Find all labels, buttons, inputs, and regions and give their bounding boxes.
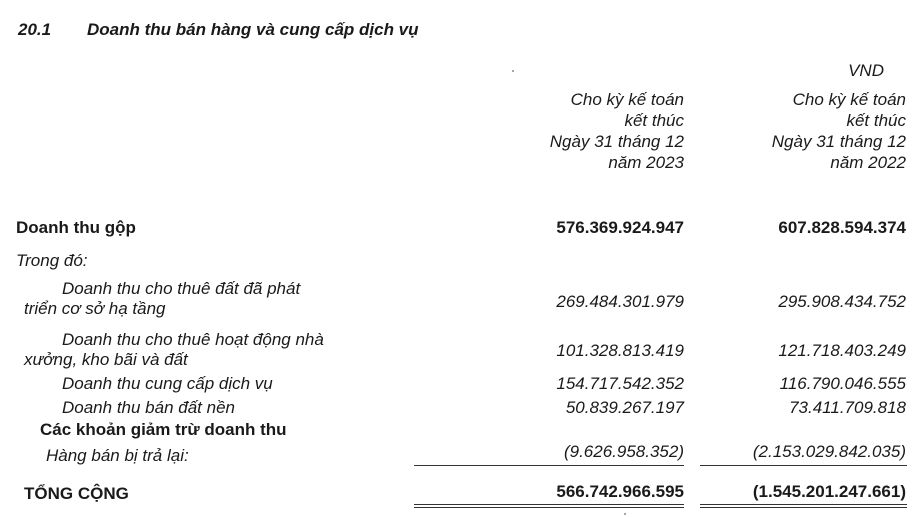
- row-land-lease-2023: 269.484.301.979: [556, 292, 684, 311]
- row-total-2023: 566.742.966.595: [556, 482, 684, 501]
- scan-speck: [512, 70, 514, 72]
- column-header-2023-line3: Ngày 31 tháng 12: [549, 132, 684, 151]
- column-header-2022-line1: Cho kỳ kế toán: [792, 90, 906, 109]
- row-land-lease-label-2: triển cơ sở hạ tầng: [24, 299, 166, 318]
- section-number: 20.1: [18, 20, 52, 39]
- column-header-2022-line2: kết thúc: [846, 111, 906, 130]
- row-of-which-label: Trong đó:: [16, 251, 88, 270]
- row-factory-lease-2023: 101.328.813.419: [556, 341, 684, 360]
- row-total-label: TỔNG CỘNG: [24, 484, 129, 503]
- subtotal-rule-2022: [700, 465, 907, 466]
- row-land-lease-label-1: Doanh thu cho thuê đất đã phát: [62, 279, 301, 298]
- total-double-rule-2022-bottom: [700, 507, 907, 508]
- column-header-2023: [550, 89, 684, 173]
- column-header-2022-line3: Ngày 31 tháng 12: [771, 132, 906, 151]
- subtotal-rule-2023: [414, 465, 684, 466]
- column-header-2022: [772, 89, 906, 173]
- row-factory-lease-label-1: Doanh thu cho thuê hoạt động nhà: [62, 330, 324, 349]
- row-gross-2023: 576.369.924.947: [556, 218, 684, 237]
- row-returns-label: Hàng bán bị trả lại:: [46, 446, 189, 465]
- row-returns-2023: (9.626.958.352): [563, 442, 684, 461]
- row-total-2022: (1.545.201.247.661): [752, 482, 906, 501]
- row-services-label: Doanh thu cung cấp dịch vụ: [62, 374, 273, 393]
- column-header-2023-line4: năm 2023: [608, 153, 684, 172]
- row-gross-2022: 607.828.594.374: [778, 218, 906, 237]
- total-double-rule-2022-top: [700, 504, 907, 505]
- scan-speck: [624, 513, 626, 515]
- row-returns-2022: (2.153.029.842.035): [752, 442, 906, 461]
- column-header-2023-line2: kết thúc: [624, 111, 684, 130]
- column-header-2022-line4: năm 2022: [830, 153, 906, 172]
- row-factory-lease-2022: 121.718.403.249: [778, 341, 906, 360]
- row-services-2023: 154.717.542.352: [556, 374, 684, 393]
- row-land-sale-label: Doanh thu bán đất nền: [62, 398, 235, 417]
- total-double-rule-2023-bottom: [414, 507, 684, 508]
- row-land-lease-2022: 295.908.434.752: [778, 292, 906, 311]
- total-double-rule-2023-top: [414, 504, 684, 505]
- row-deductions-label: Các khoản giảm trừ doanh thu: [40, 420, 287, 439]
- row-gross-label: Doanh thu gộp: [16, 218, 136, 237]
- row-land-sale-2023: 50.839.267.197: [565, 398, 684, 417]
- section-title: Doanh thu bán hàng và cung cấp dịch vụ: [87, 20, 419, 39]
- row-land-sale-2022: 73.411.709.818: [789, 398, 906, 417]
- column-header-2023-line1: Cho kỳ kế toán: [570, 90, 684, 109]
- row-services-2022: 116.790.046.555: [779, 374, 906, 393]
- currency-label: VND: [848, 61, 884, 80]
- row-factory-lease-label-2: xưởng, kho bãi và đất: [24, 350, 188, 369]
